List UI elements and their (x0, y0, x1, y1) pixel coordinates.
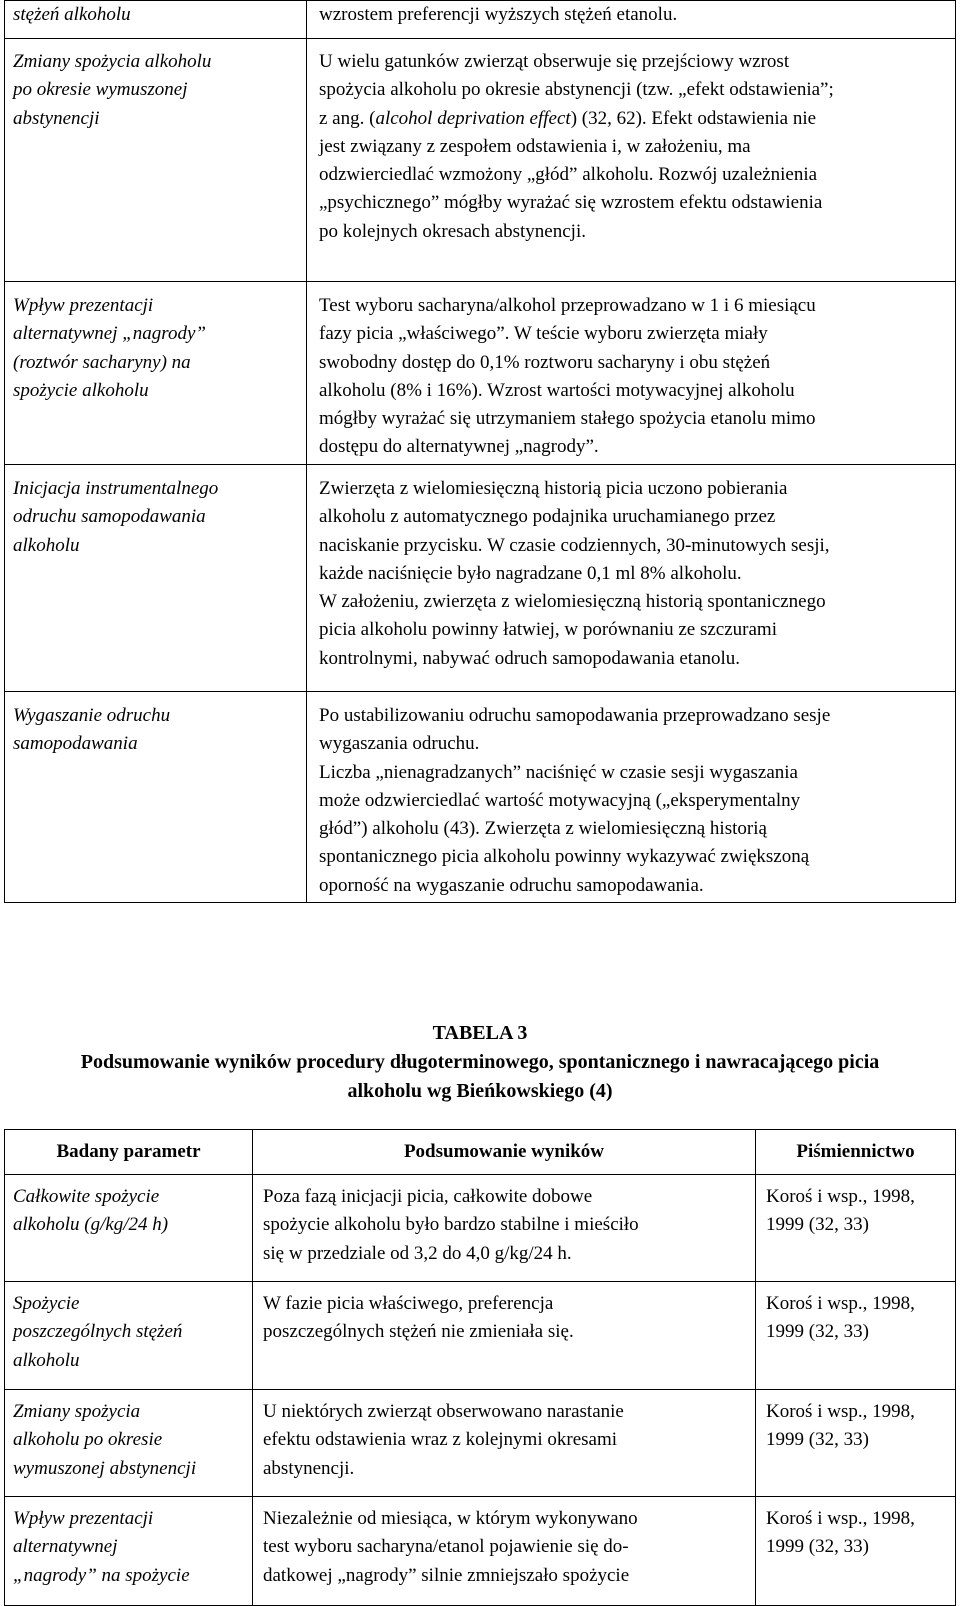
table-row (5, 1390, 956, 1497)
column-header: Podsumowanie wyników (253, 1130, 756, 1175)
parameter-cell: Wygaszanie odruchu samopodawania (5, 692, 307, 903)
table-header-row (5, 1130, 956, 1175)
italic-term: alcohol deprivation effect (375, 107, 571, 129)
summary-cell: W fazie picia właściwego, preferencja poszczególnych stężeń nie zmieniała się. (253, 1282, 756, 1390)
parameter-cell: Spożycie poszczególnych stężeń alkoholu (5, 1282, 253, 1390)
table-row (5, 692, 956, 903)
table-row (5, 39, 956, 282)
references-cell: Koroś i wsp., 1998, 1999 (32, 33) (756, 1497, 956, 1606)
table-row (5, 465, 956, 692)
table-row (5, 1175, 956, 1282)
column-header: Piśmiennictwo (756, 1130, 956, 1175)
description-cell: Po ustabilizowaniu odruchu samopodawania przeprowadzano sesje wygaszania odruchu. Liczba „nienagradzanych” naciśnięć w czasie sesji wygaszania może odzwierciedlać wartość motywacyjną („eksperymentalny głód”) alkoholu (43). Zwierzęta z wielomiesięczną historią spontanicznego picia alkoholu powinny wykazywać zwiększoną oporność na wygaszanie odruchu samopodawania. (307, 692, 956, 903)
description-cell: U wielu gatunków zwierząt obserwuje się przejściowy wzrost spożycia alkoholu po okresie abstynencji (tzw. „efekt odstawienia”; z ang. (alcohol deprivation effect) (32, 62). Efekt odstawienia nie jest związany z zespołem odstawienia i, w założeniu, ma odzwierciedlać wzmożony „głód” alkoholu. Rozwój uzależnienia „psychicznego” mógłby wyrażać się wzrostem efektu odstawienia po kolejnych okresach abstynencji. (307, 39, 956, 282)
table3-heading (0, 1019, 960, 1106)
summary-cell: Niezależnie od miesiąca, w którym wykonywano test wyboru sacharyna/etanol pojawienie się do- datkowej „nagrody” silnie zmniejszało spożycie (253, 1497, 756, 1606)
column-header: Badany parametr (5, 1130, 253, 1175)
parameter-cell: Zmiany spożycia alkoholu po okresie wymuszonej abstynencji (5, 39, 307, 282)
description-cell: wzrostem preferencji wyższych stężeń etanolu. (307, 1, 956, 39)
parameter-cell: Inicjacja instrumentalnego odruchu samopodawania alkoholu (5, 465, 307, 692)
summary-cell: Poza fazą inicjacji picia, całkowite dobowe spożycie alkoholu było bardzo stabilne i mieściło się w przedziale od 3,2 do 4,0 g/kg/24 h. (253, 1175, 756, 1282)
description-cell: Test wyboru sacharyna/alkohol przeprowadzano w 1 i 6 miesiącu fazy picia „właściwego”. W teście wyboru zwierzęta miały swobodny dostęp do 0,1% roztworu sacharyny i obu stężeń alkoholu (8% i 16%). Wzrost wartości motywacyjnej alkoholu mógłby wyrażać się utrzymaniem stałego spożycia etanolu mimo dostępu do alternatywnej „nagrody”. (307, 282, 956, 465)
table-caption-line: alkoholu wg Bieńkowskiego (4) (347, 1080, 613, 1102)
summary-cell: U niektórych zwierząt obserwowano narastanie efektu odstawienia wraz z kolejnymi okresami abstynencji. (253, 1390, 756, 1497)
parameter-cell: Zmiany spożycia alkoholu po okresie wymuszonej abstynencji (5, 1390, 253, 1497)
table-row (5, 1, 956, 39)
table-caption-line: Podsumowanie wyników procedury długoterminowego, spontanicznego i nawracającego picia (80, 1051, 880, 1073)
parameter-cell: Wpływ prezentacji alternatywnej „nagrody” na spożycie (5, 1497, 253, 1606)
parameter-cell: Całkowite spożycie alkoholu (g/kg/24 h) (5, 1175, 253, 1282)
references-cell: Koroś i wsp., 1998, 1999 (32, 33) (756, 1175, 956, 1282)
parameter-cell: stężeń alkoholu (5, 1, 307, 39)
description-cell: Zwierzęta z wielomiesięczną historią picia uczono pobierania alkoholu z automatycznego podajnika uruchamianego przez naciskanie przycisku. W czasie codziennych, 30-minutowych sesji, każde naciśnięcie było nagradzane 0,1 ml 8% alkoholu. W założeniu, zwierzęta z wielomiesięczną historią spontanicznego picia alkoholu powinny łatwiej, w porównaniu ze szczurami kontrolnymi, nabywać odruch samopodawania etanolu. (307, 465, 956, 692)
references-cell: Koroś i wsp., 1998, 1999 (32, 33) (756, 1390, 956, 1497)
table-row (5, 282, 956, 465)
table-number: TABELA 3 (432, 1022, 528, 1044)
table-row (5, 1282, 956, 1390)
summary-table (4, 1129, 956, 1606)
references-cell: Koroś i wsp., 1998, 1999 (32, 33) (756, 1282, 956, 1390)
parameter-cell: Wpływ prezentacji alternatywnej „nagrody” (roztwór sacharyny) na spożycie alkoholu (5, 282, 307, 465)
table-row (5, 1497, 956, 1606)
experiment-description-table (4, 0, 956, 903)
